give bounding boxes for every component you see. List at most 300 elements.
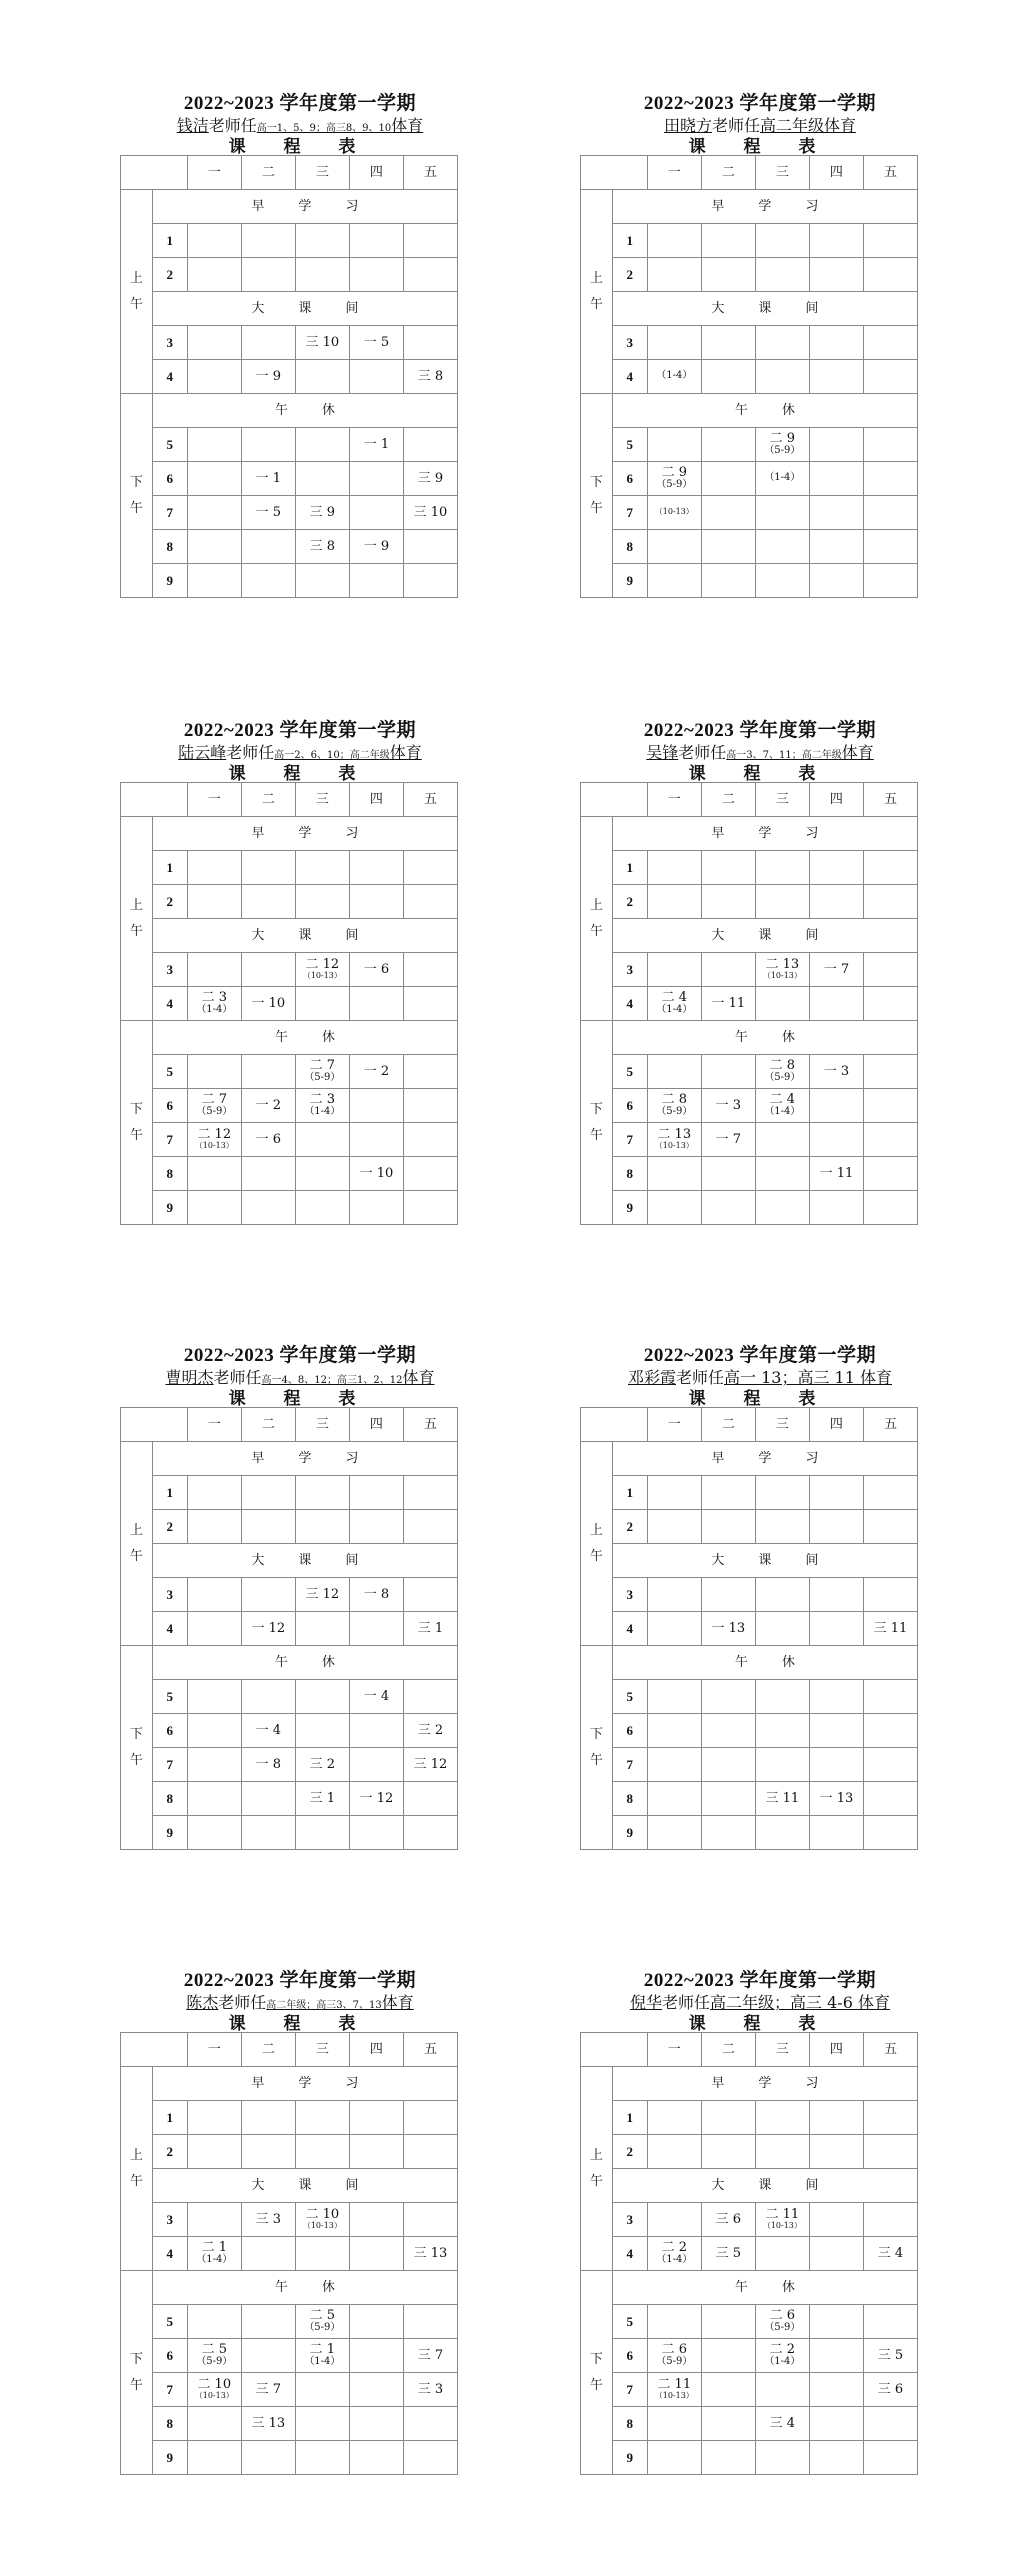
class-cell: [863, 2441, 917, 2475]
morning-label: [121, 817, 153, 1021]
class-cell: [241, 1578, 295, 1612]
table-row: [581, 2067, 918, 2101]
class-label: 一 9: [255, 368, 282, 384]
assignment-part: 体育: [389, 743, 422, 762]
label-char: 午: [589, 1548, 603, 1564]
class-cell: [241, 1510, 295, 1544]
header-row: [581, 2033, 918, 2067]
day-header: 四: [809, 1408, 863, 1442]
class-range: （1-4）: [656, 1004, 693, 1016]
table-row: [581, 2305, 918, 2339]
class-cell: [755, 2339, 809, 2373]
class-cell: [187, 428, 241, 462]
period-number: 7: [612, 1748, 647, 1782]
class-cell: [295, 2203, 349, 2237]
schedule-title: 2022~2023 学年度第一学期: [643, 1345, 877, 1366]
class-label: 一 7: [823, 961, 850, 977]
class-cell: [701, 224, 755, 258]
label-char: 下: [589, 474, 603, 490]
class-cell: [755, 885, 809, 919]
table-row: [121, 817, 458, 851]
class-cell: [863, 885, 917, 919]
table-row: [121, 1123, 458, 1157]
class-cell: [403, 1748, 457, 1782]
period-number: 1: [152, 851, 187, 885]
class-cell: [755, 1191, 809, 1225]
class-cell: [647, 2373, 701, 2407]
class-cell: [809, 953, 863, 987]
label-char: 午: [129, 1548, 143, 1564]
label-char: 午: [589, 2377, 603, 2393]
morning-label: [581, 1442, 613, 1646]
class-cell: [701, 1191, 755, 1225]
class-cell: [863, 1782, 917, 1816]
class-cell: [295, 360, 349, 394]
period-number: 5: [152, 1680, 187, 1714]
label-char: 上: [589, 1522, 603, 1538]
class-cell: [863, 1089, 917, 1123]
assignment-part: 高二年级体育: [760, 116, 857, 135]
day-header: 一: [647, 1408, 701, 1442]
class-cell: [701, 1123, 755, 1157]
label-char: 午: [129, 1127, 143, 1143]
period-number: 4: [152, 2237, 187, 2271]
banner-zaoxuexi: 早学习: [612, 190, 917, 224]
day-header: 二: [241, 2033, 295, 2067]
label-char: 上: [129, 1522, 143, 1538]
class-cell: [809, 1748, 863, 1782]
class-cell: [701, 1578, 755, 1612]
day-header: 三: [755, 156, 809, 190]
class-cell: [701, 2203, 755, 2237]
class-cell: [863, 2203, 917, 2237]
class-cell: [647, 1191, 701, 1225]
class-label: 三 1: [309, 1790, 336, 1806]
class-cell: [701, 1714, 755, 1748]
class-cell: [647, 1816, 701, 1850]
label-char: 午: [129, 1752, 143, 1768]
day-header: 一: [187, 156, 241, 190]
day-header: 三: [295, 156, 349, 190]
class-cell: [701, 1782, 755, 1816]
class-cell: [295, 1782, 349, 1816]
class-cell: [241, 1476, 295, 1510]
table-row: [121, 326, 458, 360]
period-number: 3: [152, 1578, 187, 1612]
table-row: [581, 2407, 918, 2441]
day-header: 二: [701, 783, 755, 817]
day-header: 一: [647, 156, 701, 190]
banner-dakejian: 大课间: [612, 919, 917, 953]
class-cell: [755, 2305, 809, 2339]
class-cell: [403, 1510, 457, 1544]
class-label: 二 2: [661, 2240, 687, 2256]
class-label: 一 8: [363, 1586, 390, 1602]
class-cell: [755, 258, 809, 292]
table-row: [121, 953, 458, 987]
period-number: 1: [612, 224, 647, 258]
label-char: 午: [129, 923, 143, 939]
class-range: （10-13）: [302, 2221, 342, 2231]
class-cell: [349, 1782, 403, 1816]
schedule-title: 2022~2023 学年度第一学期: [183, 1970, 417, 1991]
class-cell: [647, 326, 701, 360]
class-cell: [647, 1123, 701, 1157]
class-cell: [187, 1191, 241, 1225]
day-header: 二: [701, 1408, 755, 1442]
class-cell: [349, 2305, 403, 2339]
class-cell: [187, 564, 241, 598]
header-row: [121, 156, 458, 190]
period-number: 1: [612, 1476, 647, 1510]
class-cell: [863, 1578, 917, 1612]
class-cell: [809, 1816, 863, 1850]
teacher-name: 钱洁: [176, 116, 209, 135]
class-cell: [809, 428, 863, 462]
class-cell: [647, 1055, 701, 1089]
class-label: 一 8: [255, 1756, 282, 1772]
class-range: （5-9）: [304, 2322, 341, 2334]
assignment-part: 体育: [402, 1368, 435, 1387]
class-cell: [295, 530, 349, 564]
class-label: 二 4: [769, 1092, 796, 1108]
day-header: 五: [403, 156, 457, 190]
table-row: [581, 258, 918, 292]
class-cell: [241, 224, 295, 258]
class-range: （10-13）: [302, 971, 342, 981]
class-cell: [241, 1680, 295, 1714]
class-cell: [349, 2339, 403, 2373]
class-label: 三 9: [417, 470, 444, 486]
class-cell: [647, 258, 701, 292]
class-cell: [809, 564, 863, 598]
class-cell: [241, 564, 295, 598]
class-cell: [241, 1748, 295, 1782]
table-row: [121, 2169, 458, 2203]
table-row: [121, 2237, 458, 2271]
class-cell: [403, 1782, 457, 1816]
teacher-suffix: 老师任: [208, 116, 257, 135]
class-label: 二 9: [769, 431, 796, 447]
schedule-title: 2022~2023 学年度第一学期: [643, 720, 877, 741]
class-cell: [349, 2407, 403, 2441]
class-cell: [809, 2407, 863, 2441]
class-label: 一 1: [363, 436, 390, 452]
class-cell: [241, 258, 295, 292]
class-cell: [755, 564, 809, 598]
class-cell: [295, 462, 349, 496]
table-row: [581, 1578, 918, 1612]
class-cell: [349, 1612, 403, 1646]
table-row: [121, 1544, 458, 1578]
class-cell: [701, 428, 755, 462]
class-cell: [403, 2407, 457, 2441]
class-cell: [809, 360, 863, 394]
period-number: 3: [152, 326, 187, 360]
class-cell: [349, 428, 403, 462]
class-cell: [809, 1476, 863, 1510]
schedule-subtitle: 课 程 表: [228, 2014, 372, 2034]
class-cell: [295, 885, 349, 919]
class-cell: [701, 1476, 755, 1510]
table-row: [581, 530, 918, 564]
day-header: 二: [241, 156, 295, 190]
table-row: [121, 258, 458, 292]
class-cell: [863, 1157, 917, 1191]
class-range: （10-13）: [654, 1141, 694, 1151]
timetable: [580, 1407, 918, 1850]
class-range: （5-9）: [656, 2356, 693, 2368]
banner-dakejian: 大课间: [612, 292, 917, 326]
class-cell: [241, 851, 295, 885]
class-label: 三 3: [417, 2381, 444, 2397]
class-label: 一 12: [359, 1790, 394, 1806]
class-range: （5-9）: [764, 1072, 801, 1084]
table-row: [581, 1748, 918, 1782]
banner-dakejian: 大课间: [152, 919, 457, 953]
class-cell: [863, 326, 917, 360]
class-cell: [295, 2339, 349, 2373]
class-cell: [701, 1089, 755, 1123]
class-cell: [187, 885, 241, 919]
table-row: [121, 292, 458, 326]
class-cell: [755, 2237, 809, 2271]
class-label: 二 2: [769, 2342, 796, 2358]
teacher-name: 倪华: [630, 1993, 663, 2012]
class-cell: [755, 1680, 809, 1714]
period-number: 4: [612, 360, 647, 394]
afternoon-label: [581, 1021, 613, 1225]
class-cell: [755, 1510, 809, 1544]
class-cell: [403, 2203, 457, 2237]
table-row: [121, 1748, 458, 1782]
class-label: 一 12: [251, 1620, 286, 1636]
class-cell: [403, 2135, 457, 2169]
class-cell: [809, 2203, 863, 2237]
class-cell: [755, 428, 809, 462]
class-cell: [403, 224, 457, 258]
class-cell: [349, 1191, 403, 1225]
period-number: 3: [612, 2203, 647, 2237]
class-cell: [809, 2135, 863, 2169]
table-row: [581, 1123, 918, 1157]
class-label: 一 7: [715, 1131, 742, 1147]
class-cell: [349, 2203, 403, 2237]
class-cell: [755, 851, 809, 885]
period-number: 7: [612, 1123, 647, 1157]
banner-dakejian: 大课间: [612, 1544, 917, 1578]
class-cell: [349, 1089, 403, 1123]
class-cell: [701, 2339, 755, 2373]
class-cell: [863, 1510, 917, 1544]
period-number: 7: [612, 2373, 647, 2407]
period-number: 7: [612, 496, 647, 530]
class-cell: [349, 1578, 403, 1612]
assignment-part: 体育: [841, 743, 874, 762]
teacher-name: 陈杰: [186, 1993, 219, 2012]
class-cell: [295, 496, 349, 530]
class-label: 二 13: [765, 957, 800, 973]
banner-wuxiu: 午休: [152, 1021, 457, 1055]
class-cell: [809, 2373, 863, 2407]
class-cell: [809, 2441, 863, 2475]
class-cell: [755, 1816, 809, 1850]
period-number: 2: [612, 258, 647, 292]
day-header: 四: [349, 783, 403, 817]
class-cell: [863, 564, 917, 598]
period-number: 2: [152, 258, 187, 292]
period-number: 8: [152, 1157, 187, 1191]
class-cell: [349, 326, 403, 360]
class-cell: [349, 1157, 403, 1191]
table-row: [581, 2237, 918, 2271]
table-row: [121, 496, 458, 530]
class-cell: [349, 1510, 403, 1544]
morning-label: [581, 2067, 613, 2271]
class-cell: [863, 2373, 917, 2407]
class-cell: [755, 224, 809, 258]
period-number: 6: [612, 462, 647, 496]
period-number: 6: [152, 1714, 187, 1748]
class-label: 二 6: [661, 2342, 687, 2358]
class-cell: [349, 224, 403, 258]
class-range: （1-4）: [656, 2254, 693, 2266]
period-number: 1: [612, 851, 647, 885]
class-label: 二 8: [661, 1092, 687, 1108]
class-cell: [241, 885, 295, 919]
table-row: [581, 1782, 918, 1816]
class-cell: [809, 1680, 863, 1714]
period-number: 6: [612, 2339, 647, 2373]
class-cell: [863, 496, 917, 530]
table-row: [581, 885, 918, 919]
label-char: 上: [589, 270, 603, 286]
class-cell: [701, 1055, 755, 1089]
timetable: [120, 782, 458, 1225]
class-cell: [187, 530, 241, 564]
class-cell: [403, 2373, 457, 2407]
table-row: [581, 2135, 918, 2169]
class-cell: [809, 530, 863, 564]
period-number: 3: [152, 2203, 187, 2237]
banner-dakejian: 大课间: [152, 2169, 457, 2203]
class-cell: [295, 2305, 349, 2339]
period-number: 1: [152, 2101, 187, 2135]
class-cell: [863, 224, 917, 258]
corner-cell: [121, 1408, 188, 1442]
label-char: 午: [589, 2173, 603, 2189]
period-number: 1: [612, 2101, 647, 2135]
table-row: [121, 530, 458, 564]
table-row: [581, 817, 918, 851]
class-cell: [863, 1055, 917, 1089]
corner-cell: [121, 2033, 188, 2067]
assignment-part: 高一1、5、9；高三8、9、10: [256, 123, 392, 134]
morning-label: [121, 1442, 153, 1646]
label-char: 上: [129, 2147, 143, 2163]
banner-zaoxuexi: 早学习: [152, 1442, 457, 1476]
header-row: [121, 2033, 458, 2067]
table-row: [581, 564, 918, 598]
class-cell: [863, 1476, 917, 1510]
class-range: （10-13）: [194, 1141, 234, 1151]
class-cell: [241, 2305, 295, 2339]
schedule-subtitle: 课 程 表: [688, 2014, 832, 2034]
teacher-name: 陆云峰: [178, 743, 227, 762]
period-number: 2: [612, 2135, 647, 2169]
class-cell: [403, 2339, 457, 2373]
class-cell: [241, 2203, 295, 2237]
label-char: 午: [129, 2173, 143, 2189]
class-label: 三 4: [877, 2245, 904, 2261]
class-cell: [701, 1612, 755, 1646]
teacher-suffix: 老师任: [226, 743, 275, 762]
class-cell: [187, 987, 241, 1021]
label-char: 午: [589, 1752, 603, 1768]
class-cell: [809, 1612, 863, 1646]
class-cell: [647, 1748, 701, 1782]
class-cell: [187, 1714, 241, 1748]
class-label: 一 10: [359, 1165, 394, 1181]
class-cell: [349, 496, 403, 530]
label-char: 下: [129, 474, 143, 490]
morning-label: [581, 190, 613, 394]
day-header: 一: [647, 783, 701, 817]
class-cell: [701, 1748, 755, 1782]
class-cell: [349, 462, 403, 496]
afternoon-label: [581, 2271, 613, 2475]
class-cell: [241, 428, 295, 462]
class-cell: [349, 1680, 403, 1714]
banner-zaoxuexi: 早学习: [612, 1442, 917, 1476]
table-row: [121, 190, 458, 224]
class-label: 一 2: [363, 1063, 390, 1079]
class-cell: [187, 1816, 241, 1850]
class-cell: [187, 496, 241, 530]
period-number: 5: [152, 2305, 187, 2339]
table-row: [581, 1191, 918, 1225]
timetable: [580, 155, 918, 598]
class-label: 三 3: [255, 2211, 282, 2227]
class-cell: [809, 462, 863, 496]
afternoon-label: [121, 394, 153, 598]
class-cell: [403, 1123, 457, 1157]
class-label: 三 1: [417, 1620, 444, 1636]
banner-wuxiu: 午休: [152, 394, 457, 428]
label-char: 上: [589, 897, 603, 913]
table-row: [581, 1816, 918, 1850]
class-label: 二 5: [309, 2308, 336, 2324]
class-range: （5-9）: [656, 479, 693, 491]
class-label: 二 13: [657, 1127, 692, 1143]
class-label: 三 11: [765, 1790, 800, 1806]
period-number: 5: [612, 2305, 647, 2339]
class-cell: [403, 1476, 457, 1510]
class-label: 二 3: [309, 1092, 336, 1108]
day-header: 一: [187, 1408, 241, 1442]
class-range: （10-13）: [762, 971, 802, 981]
class-label: 三 7: [255, 2381, 282, 2397]
afternoon-label: [121, 2271, 153, 2475]
period-number: 8: [612, 1157, 647, 1191]
class-cell: [863, 2339, 917, 2373]
class-cell: [241, 2135, 295, 2169]
class-cell: [647, 360, 701, 394]
class-cell: [403, 496, 457, 530]
class-range: （1-4）: [304, 1106, 341, 1118]
table-row: [121, 2135, 458, 2169]
table-row: [121, 1021, 458, 1055]
